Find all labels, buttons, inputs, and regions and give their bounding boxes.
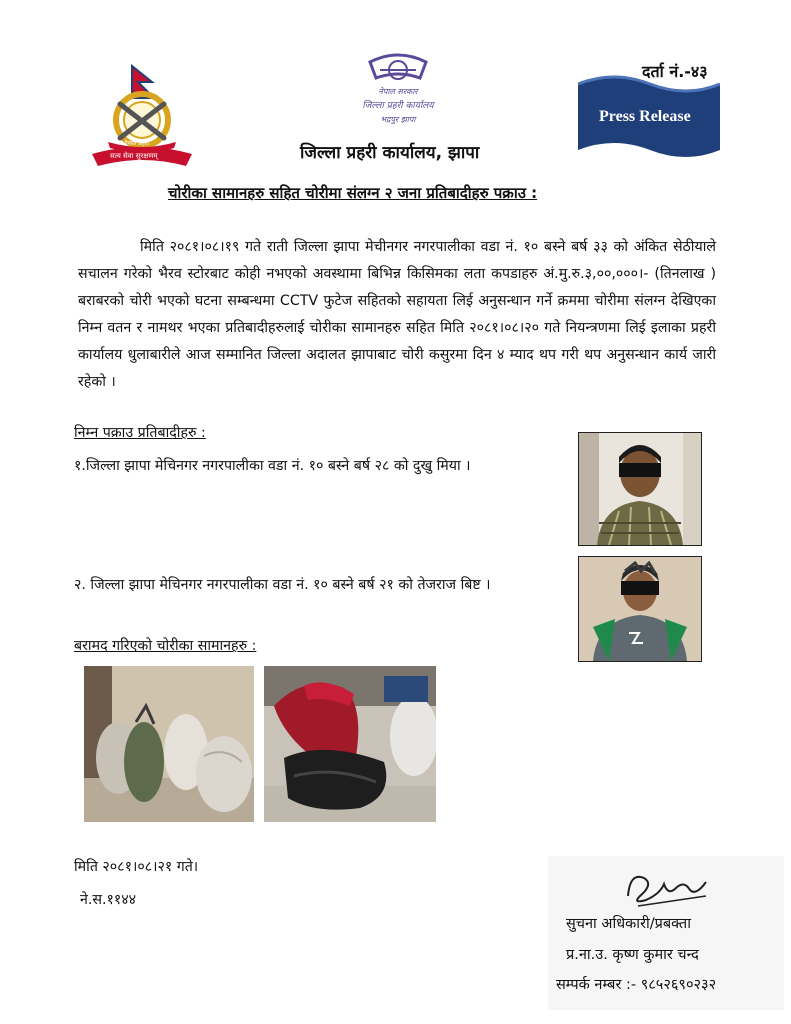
press-release-banner — [578, 70, 720, 162]
footer-date: मिति २०८१।०८।२१ गते। — [74, 859, 199, 875]
svg-text:नेपाल सरकार: नेपाल सरकार — [378, 87, 418, 96]
accused-item-2: २. जिल्ला झापा मेचिनगर नगरपालीका वडा नं. १० बस्ने बर्ष २१ को तेजराज बिष्ट । — [74, 577, 491, 593]
police-logo-name: नेपाल प्रहरी — [124, 140, 149, 147]
district-office-seal — [350, 52, 446, 132]
police-logo-motto: सत्य सेवा सुरक्षणम् — [110, 152, 158, 160]
svg-text:भद्रपुर झापा: भद्रपुर झापा — [380, 115, 416, 124]
handwritten-signature — [610, 866, 720, 914]
headline: चोरीका सामानहरु सहित चोरीमा संलग्न २ जना प्रतिबादीहरु पक्राउ : — [168, 184, 538, 202]
press-release-label: Press Release — [599, 108, 691, 125]
registration-number: दर्ता नं.-४३ — [642, 62, 708, 81]
signatory-role: सुचना अधिकारी/प्रबक्ता — [566, 916, 691, 932]
body-paragraph: मिति २०८१।०८।१९ गते राती जिल्ला झापा मेचीनगर नगरपालीका वडा नं. १० बस्ने बर्ष ३३ को अंकित सेठीयाले सचालन गरेको भैरव स्टोरबाट कोही नभएको अवस्थामा बिभिन्न किसिमका लता कपडाहरु अं.मु.रु.३,००,०००।- (तिनलाख ) बराबरको चोरी भएको घटना सम्बन्धमा CCTV फुटेज सहितको सहायता लिई अनुसन्धान गर्ने क्रममा चोरीमा संलग्न देखिएका निम्न वतन र नामथर भएका प्रतिबादीहरुलाई चोरीका सामानहरु सहित मिति २०८१।०८।२० गते नियन्त्रणमा लिई इलाका प्रहरी कार्यालय धुलाबारीले आज सम्मानित जिल्ला अदालत झापाबाट चोरी कसुरमा दिन ४ म्याद थप गरी थप अनुसन्धान कार्य जारी रहेको । — [78, 239, 716, 390]
recovered-items-heading: बरामद गरिएको चोरीका सामानहरु : — [74, 638, 257, 654]
accused-photo-2 — [578, 556, 702, 662]
accused-heading: निम्न पक्राउ प्रतिबादीहरु : — [74, 425, 206, 441]
accused-item-1: १.जिल्ला झापा मेचिनगर नगरपालीका वडा नं. १० बस्ने बर्ष २८ को दुखु मिया । — [74, 458, 471, 474]
recovered-goods-photo-1 — [84, 666, 254, 822]
office-title: जिल्ला प्रहरी कार्यालय, झापा — [300, 143, 480, 163]
accused-photo-1 — [578, 432, 702, 546]
signatory-contact: सम्पर्क नम्बर :- ९८५२६९०२३२ — [556, 977, 717, 993]
recovered-goods-photo-2 — [264, 666, 436, 822]
nepal-sambat-year: ने.स.११४४ — [80, 892, 136, 908]
svg-text:जिल्ला प्रहरी कार्यालय: जिल्ला प्रहरी कार्यालय — [362, 101, 434, 111]
nepal-police-logo — [86, 62, 198, 172]
signatory-name: प्र.ना.उ. कृष्ण कुमार चन्द — [566, 947, 699, 963]
